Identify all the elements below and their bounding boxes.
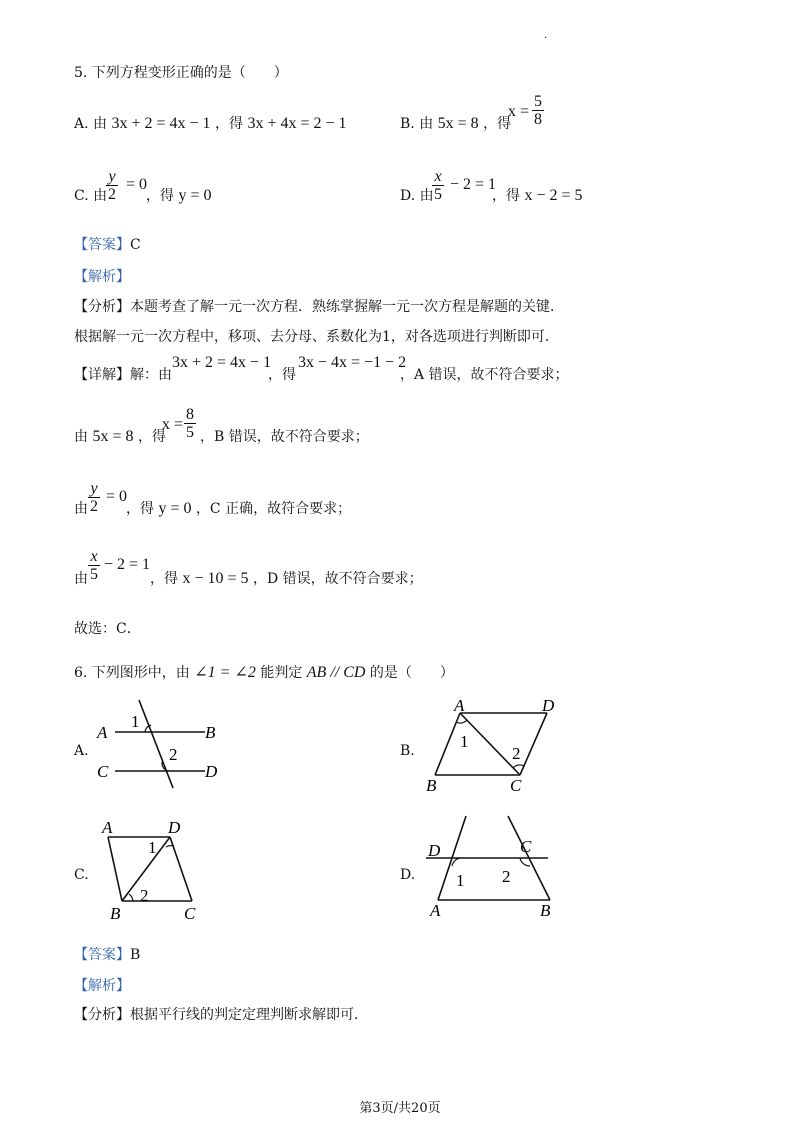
a6-fenxi: 【分析】根据平行线的判定定理判断求解即可． <box>74 1007 368 1023</box>
figure-c <box>100 815 220 925</box>
a5-d2-lhs: x = <box>162 416 184 433</box>
fig-d-label-c: C <box>520 837 532 856</box>
fig-d-label-a: A <box>430 901 441 920</box>
fig-d-label-d: D <box>428 841 441 860</box>
figure-b <box>422 697 572 797</box>
q5-c-fraction: $\frac{y}{2}$ <box>108 168 116 203</box>
a5-d1-mid: ，得 <box>268 367 296 383</box>
fig-c-label-a: A <box>102 818 113 837</box>
fig-a-angle-1: 1 <box>131 712 140 731</box>
a5-d1-eq2: 3x − 4x = −1 − 2 <box>298 354 407 371</box>
fig-a-angle-2: 2 <box>169 745 178 764</box>
a5-d4-fraction: $\frac{x}{5}$ <box>90 548 98 583</box>
fig-b-label-c: C <box>510 776 522 795</box>
a5-answer: 【答案】C <box>74 237 141 253</box>
a5-d3-rhs: = 0 <box>106 488 128 505</box>
q6-title: 6. 下列图形中，由 ∠1 = ∠2 能判定 AB // CD 的是（ ） <box>74 664 454 681</box>
q5-title: 5. 下列方程变形正确的是（ ） <box>74 65 288 81</box>
a5-d2-fraction: $\frac{8}{5}$ <box>186 406 194 441</box>
stray-dot: . <box>544 30 548 41</box>
fig-b-angle-1: 1 <box>460 732 469 751</box>
fig-c-label-d: D <box>168 818 181 837</box>
q5-d-fraction: $\frac{x}{5}$ <box>434 168 442 203</box>
fig-d-angle-1: 1 <box>456 871 465 890</box>
a5-d4-rhs: − 2 = 1 <box>104 556 151 573</box>
a5-detail-4-label: 由 <box>74 571 88 587</box>
q5-option-b: B. 由 5x = 8 ，得 <box>400 115 512 132</box>
fig-b-angle-2: 2 <box>512 744 521 763</box>
q6-option-d-label: D. <box>400 867 416 883</box>
q5-option-d-label: D. 由 <box>400 188 434 204</box>
a5-detail-2: 由 5x = 8 ，得 <box>74 428 166 445</box>
page-footer: 第3页/共20页 <box>359 1101 441 1116</box>
q5-option-d-result: ，得 x − 2 = 5 <box>492 187 583 204</box>
a5-analysis-tag: 【解析】 <box>74 269 130 285</box>
q5-option-c-result: ，得 y = 0 <box>146 187 212 204</box>
a6-analysis-tag: 【解析】 <box>74 978 130 994</box>
q5-b-fraction: $\frac{5}{8}$ <box>534 93 542 128</box>
fig-c-label-c: C <box>184 904 196 923</box>
fig-b-label-d: D <box>542 696 555 715</box>
figure-a <box>95 700 255 800</box>
a5-fenxi: 【分析】本题考查了解一元一次方程．熟练掌握解一元一次方程是解题的关键． <box>74 299 564 315</box>
a5-detail-3-label: 由 <box>74 501 88 517</box>
fig-c-angle-2: 2 <box>140 886 149 905</box>
fig-b-label-a: A <box>454 696 465 715</box>
q5-option-c-label: C. 由 <box>74 188 108 204</box>
fig-a-label-d: D <box>205 762 218 781</box>
fig-c-angle-1: 1 <box>148 838 157 857</box>
fig-a-label-c: C <box>97 762 109 781</box>
fig-c-label-b: B <box>110 904 121 923</box>
fig-a-label-b: B <box>205 723 216 742</box>
figure-d <box>420 812 580 927</box>
a5-d1-end: ，A 错误，故不符合要求； <box>400 367 569 383</box>
a5-d1-eq1: 3x + 2 = 4x − 1 <box>172 354 272 371</box>
a5-detail-3: ，得 y = 0 ，C 正确，故符合要求； <box>126 500 352 517</box>
a5-choose: 故选：C． <box>74 621 141 637</box>
fig-d-angle-2: 2 <box>502 867 511 886</box>
fig-b-label-b: B <box>426 776 437 795</box>
a6-answer: 【答案】B <box>74 947 141 963</box>
a5-line2: 根据解一元一次方程中，移项、去分母、系数化为1，对各选项进行判断即可． <box>74 329 559 345</box>
a5-detail-4: ，得 x − 10 = 5 ，D 错误，故不符合要求； <box>150 570 423 587</box>
q5-d-rhs: − 2 = 1 <box>450 176 497 193</box>
q5-c-rhs: = 0 <box>126 176 148 193</box>
a5-detail-1: 【详解】解：由 <box>74 367 172 383</box>
fig-d-label-b: B <box>540 901 551 920</box>
a5-d2-end: ，B 错误，故不符合要求； <box>200 429 369 445</box>
q5-option-a: A. 由 3x + 2 = 4x − 1 ，得 3x + 4x = 2 − 1 <box>74 115 347 132</box>
q6-option-b-label: B. <box>400 743 415 759</box>
q5-b-lhs: x = <box>508 103 530 120</box>
q6-option-c-label: C. <box>74 867 89 883</box>
a5-d3-fraction: $\frac{y}{2}$ <box>90 480 98 515</box>
fig-a-label-a: A <box>97 723 108 742</box>
q6-option-a-label: A. <box>74 743 89 759</box>
